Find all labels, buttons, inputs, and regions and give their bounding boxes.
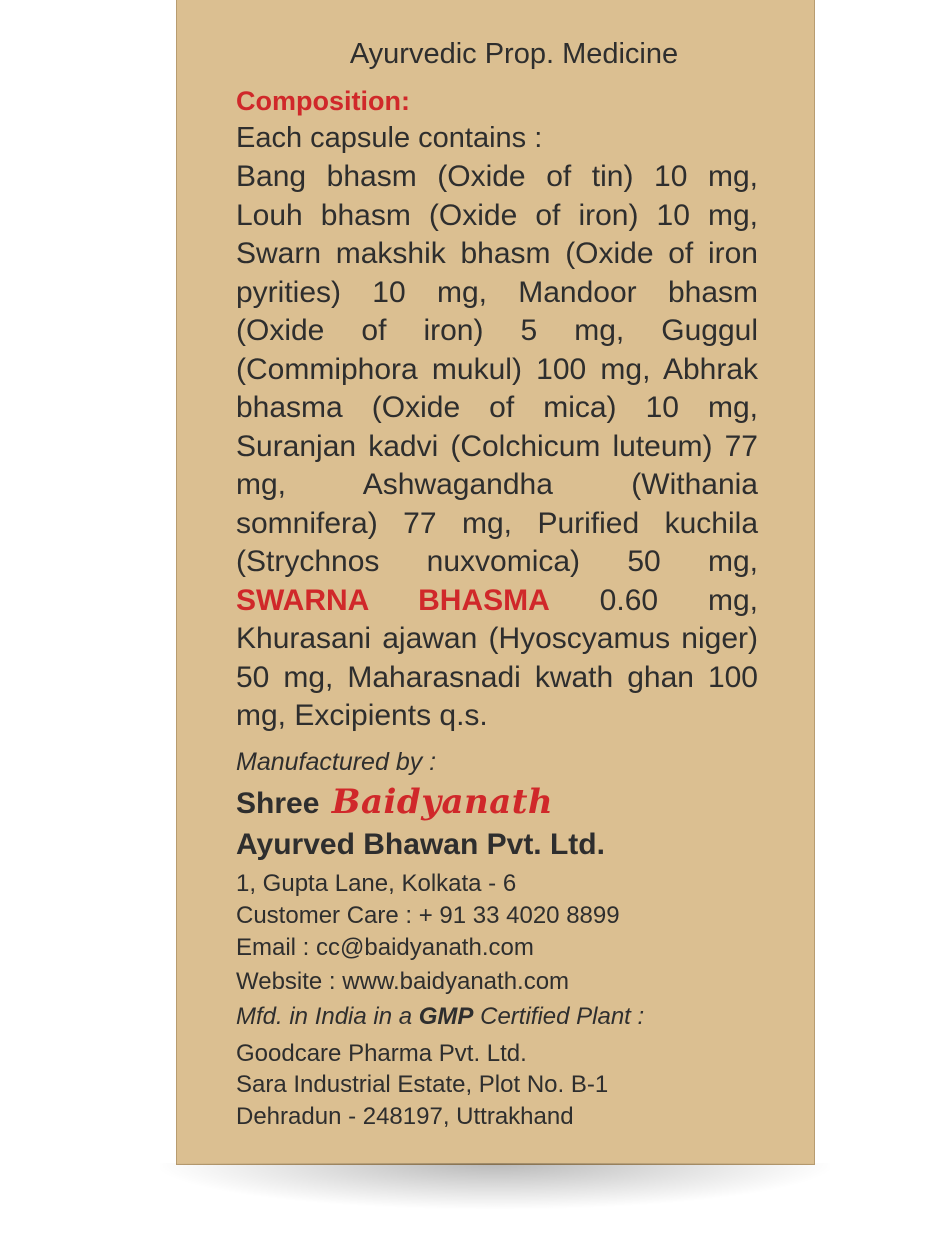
- company-name-line1: [236, 782, 553, 822]
- customer-care: Customer Care : + 91 33 4020 8899: [236, 902, 620, 929]
- capsule-intro: Each capsule contains :: [236, 122, 543, 154]
- composition-text-after: 0.60 mg, Khurasani ajawan (Hyoscyamus niger) 50 mg, Maharasnadi kwath ghan 100 mg, Excipients q.s.: [236, 583, 758, 732]
- label-drop-shadow: [160, 1163, 830, 1209]
- email: Email : cc@baidyanath.com: [236, 934, 534, 961]
- swarna-bhasma-highlight: SWARNA BHASMA: [236, 583, 550, 617]
- gmp-suffix: Certified Plant :: [473, 1003, 645, 1030]
- plant-address-1: Sara Industrial Estate, Plot No. B-1: [236, 1071, 609, 1098]
- gmp-badge-text: GMP: [418, 1003, 474, 1030]
- company-address: 1, Gupta Lane, Kolkata - 6: [236, 870, 517, 897]
- composition-title: Composition:: [236, 86, 410, 116]
- company-name-line2: Ayurved Bhawan Pvt. Ltd.: [236, 828, 605, 861]
- composition-text-before: Bang bhasm (Oxide of tin) 10 mg, Louh bhasm (Oxide of iron) 10 mg, Swarn makshik bhasm (Oxide of iron pyrities) 10 mg, Mandoor bhasm (Oxide of iron) 5 mg, Guggul (Commiphora mukul) 100 mg, Abhrak bhasma (Oxide of mica) 10 mg, Suranjan kadvi (Colchicum luteum) 77 mg, Ashwagandha (Withania somnifera) 77 mg, Purified kuchila (Strychnos nuxvomica) 50 mg,: [236, 160, 758, 578]
- product-label-panel: [176, 0, 815, 1165]
- gmp-plant-line: [236, 1003, 644, 1031]
- composition-body: [236, 158, 758, 736]
- company-prefix: Shree: [236, 787, 320, 820]
- website: Website : www.baidyanath.com: [236, 968, 570, 995]
- gmp-prefix: Mfd. in India in a: [236, 1003, 419, 1030]
- plant-company: Goodcare Pharma Pvt. Ltd.: [236, 1040, 527, 1067]
- manufactured-by-label: Manufactured by :: [236, 748, 437, 776]
- brand-logo-text: Baidyanath: [331, 782, 554, 822]
- plant-address-2: Dehradun - 248197, Uttrakhand: [236, 1103, 574, 1130]
- label-heading: Ayurvedic Prop. Medicine: [349, 38, 679, 70]
